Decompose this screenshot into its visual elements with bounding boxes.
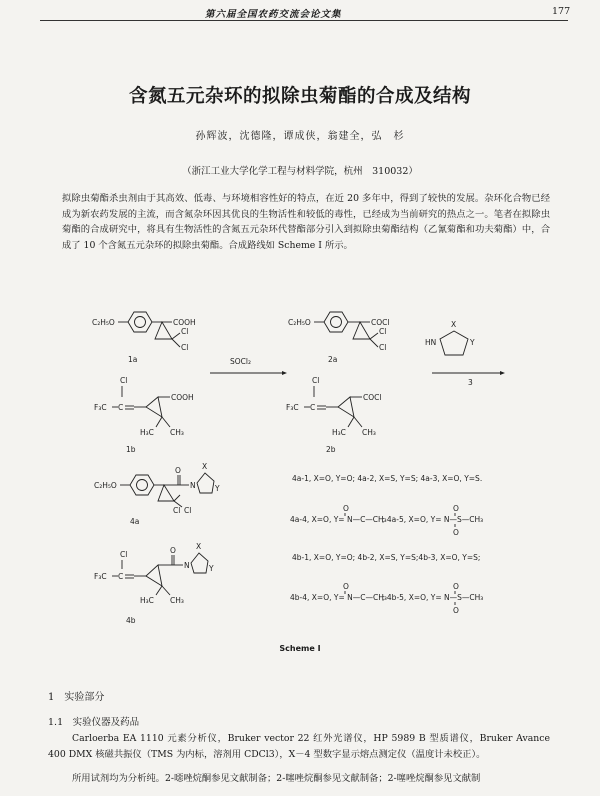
ring-y-label: Y xyxy=(470,338,475,347)
header-rule xyxy=(40,20,568,21)
chloro-label: Cl xyxy=(184,506,192,515)
section-heading: 1 实验部分 xyxy=(48,692,105,703)
oxo-label: O xyxy=(343,504,349,513)
compound-label-2b: 2b xyxy=(326,445,336,454)
series-b-definitions xyxy=(290,553,483,615)
compound-label-2a: 2a xyxy=(328,355,338,364)
compound-1a xyxy=(92,312,196,364)
reaction-scheme xyxy=(0,305,600,645)
chloro-label: Cl xyxy=(312,376,320,385)
article-title: 含氮五元杂环的拟除虫菊酯的合成及结构 xyxy=(128,86,471,107)
benzene-ring xyxy=(130,475,154,495)
running-header xyxy=(0,0,600,22)
scheme-caption: Scheme I xyxy=(279,644,321,653)
nitrogen-label: N xyxy=(184,561,190,570)
methyl-label: CH₃ xyxy=(362,428,376,437)
ethoxy-label: C₂H₅O xyxy=(288,318,311,327)
series-b-line2-suffix: ; 4b-5, X=O, Y= N—S—CH₃ xyxy=(382,593,484,602)
compound-label-1a: 1a xyxy=(128,355,138,364)
oxo-label: O xyxy=(453,582,459,591)
heterocycle-reagent xyxy=(425,320,475,355)
reaction-arrow-socl2 xyxy=(210,357,287,375)
series-b-line1: 4b-1, X=O, Y=O; 4b-2, X=S, Y=S;4b-3, X=O, Y=S; xyxy=(292,553,481,562)
series-a-line1: 4a-1, X=O, Y=O; 4a-2, X=S, Y=S; 4a-3, X=O, Y=S. xyxy=(292,474,483,483)
acyl-chloride-label: COCl xyxy=(363,393,382,402)
carbonyl-oxygen-label: O xyxy=(170,546,176,555)
oxo-label: O xyxy=(453,504,459,513)
ring-y-label: Y xyxy=(209,564,214,573)
ethoxy-label: C₂H₅O xyxy=(92,318,115,327)
carbon-label: C xyxy=(118,572,124,581)
carboxyl-label: COOH xyxy=(171,393,194,402)
ethoxy-label: C₂H₅O xyxy=(94,481,117,490)
methyl-label: H₃C xyxy=(332,428,346,437)
benzene-ring xyxy=(324,312,348,332)
carbon-label: C xyxy=(118,403,124,412)
carbonyl-oxygen-label: O xyxy=(175,466,181,475)
ring-x-label: X xyxy=(202,462,208,471)
acyl-chloride-label: COCl xyxy=(371,318,390,327)
subsection-heading: 1.1 实验仪器及药品 xyxy=(48,717,140,728)
oxo-label: O xyxy=(453,528,459,537)
affiliation: （浙江工业大学化学工程与材料学院，杭州 310032） xyxy=(182,166,418,177)
ring-x-label: X xyxy=(196,542,202,551)
trifluoromethyl-label: F₃C xyxy=(94,572,107,581)
body-paragraph: 所用试剂均为分析纯。2-噁唑烷酮参见文献制备；2-噻唑烷酮参见文献制备；2-噻唑烷酮参见文献制 xyxy=(72,773,481,784)
ring-hn-label: HN xyxy=(425,338,437,347)
compound-1b xyxy=(94,376,194,454)
reagent-label: SOCl₂ xyxy=(230,357,251,366)
chloro-label: Cl xyxy=(379,343,387,352)
author-list: 孙辉波，沈德隆，谭成侠，翁建全，弘 杉 xyxy=(195,131,405,142)
abstract-paragraph: 拟除虫菊酯杀虫剂由于其高效、低毒、与环境相容性好的特点，在近 20 多年中，得到了较快的发展。杂环化合物已经成为新农药发展的主流，而含氮杂环因其优良的生物活性和较低的毒性，已经成为当前研究的热点之一。笔者在拟除虫菊酯的合成研究中，将具有生物活性的含氮五元杂环代替酯部分引入到拟除虫菊酯结构（乙氰菊酯和功夫菊酯）中，合成了 10 个含氮五元杂环的拟除虫菊酯。合成路线如 Scheme I 所示。 xyxy=(62,193,550,251)
chloro-label: Cl xyxy=(181,327,189,336)
compound-label-1b: 1b xyxy=(126,445,136,454)
benzene-ring xyxy=(128,312,152,332)
ring-x-label: X xyxy=(451,320,457,329)
step-number: 3 xyxy=(468,378,473,387)
methyl-label: H₃C xyxy=(140,596,154,605)
body-paragraph: Carloerba EA 1110 元素分析仪，Bruker vector 22 红外光谱仪，HP 5989 B 型质谱仪，Bruker Avance 400 DMX 核磁共振仪（TMS 为内标，溶剂用 CDCl3），X－4 型数字显示熔点测定仪（温度计未校正）。 xyxy=(48,733,550,760)
nitrogen-label: N xyxy=(190,481,196,490)
trifluoromethyl-label: F₃C xyxy=(286,403,299,412)
series-b-line2: 4b-4, X=O, Y= N—C—CH₃ xyxy=(290,593,387,602)
carbon-label: C xyxy=(310,403,316,412)
compound-label-4b: 4b xyxy=(126,616,136,625)
series-a-line2-suffix: ; 4a-5, X=O, Y= N—S—CH₃ xyxy=(382,515,484,524)
methyl-label: CH₃ xyxy=(170,596,184,605)
reaction-arrow-step3 xyxy=(432,371,505,387)
compound-2b xyxy=(286,376,381,454)
journal-title: 第六届全国农药交流会论文集 xyxy=(205,9,342,20)
series-a-line2: 4a-4, X=O, Y= N—C—CH₃ xyxy=(290,515,387,524)
compound-4b xyxy=(94,542,214,625)
compound-4a xyxy=(94,462,220,526)
ring-y-label: Y xyxy=(215,484,220,493)
chloro-label: Cl xyxy=(120,376,128,385)
trifluoromethyl-label: F₃C xyxy=(94,403,107,412)
carboxyl-label: COOH xyxy=(173,318,196,327)
chloro-label: Cl xyxy=(181,343,189,352)
series-a-definitions xyxy=(290,474,483,537)
compound-2a xyxy=(288,312,389,364)
chloro-label: Cl xyxy=(379,327,387,336)
methyl-label: CH₃ xyxy=(170,428,184,437)
oxo-label: O xyxy=(453,606,459,615)
chloro-label: Cl xyxy=(120,550,128,559)
chloro-label: Cl xyxy=(173,506,181,515)
methyl-label: H₃C xyxy=(140,428,154,437)
compound-label-4a: 4a xyxy=(130,517,140,526)
page-number: 177 xyxy=(552,6,571,17)
oxo-label: O xyxy=(343,582,349,591)
